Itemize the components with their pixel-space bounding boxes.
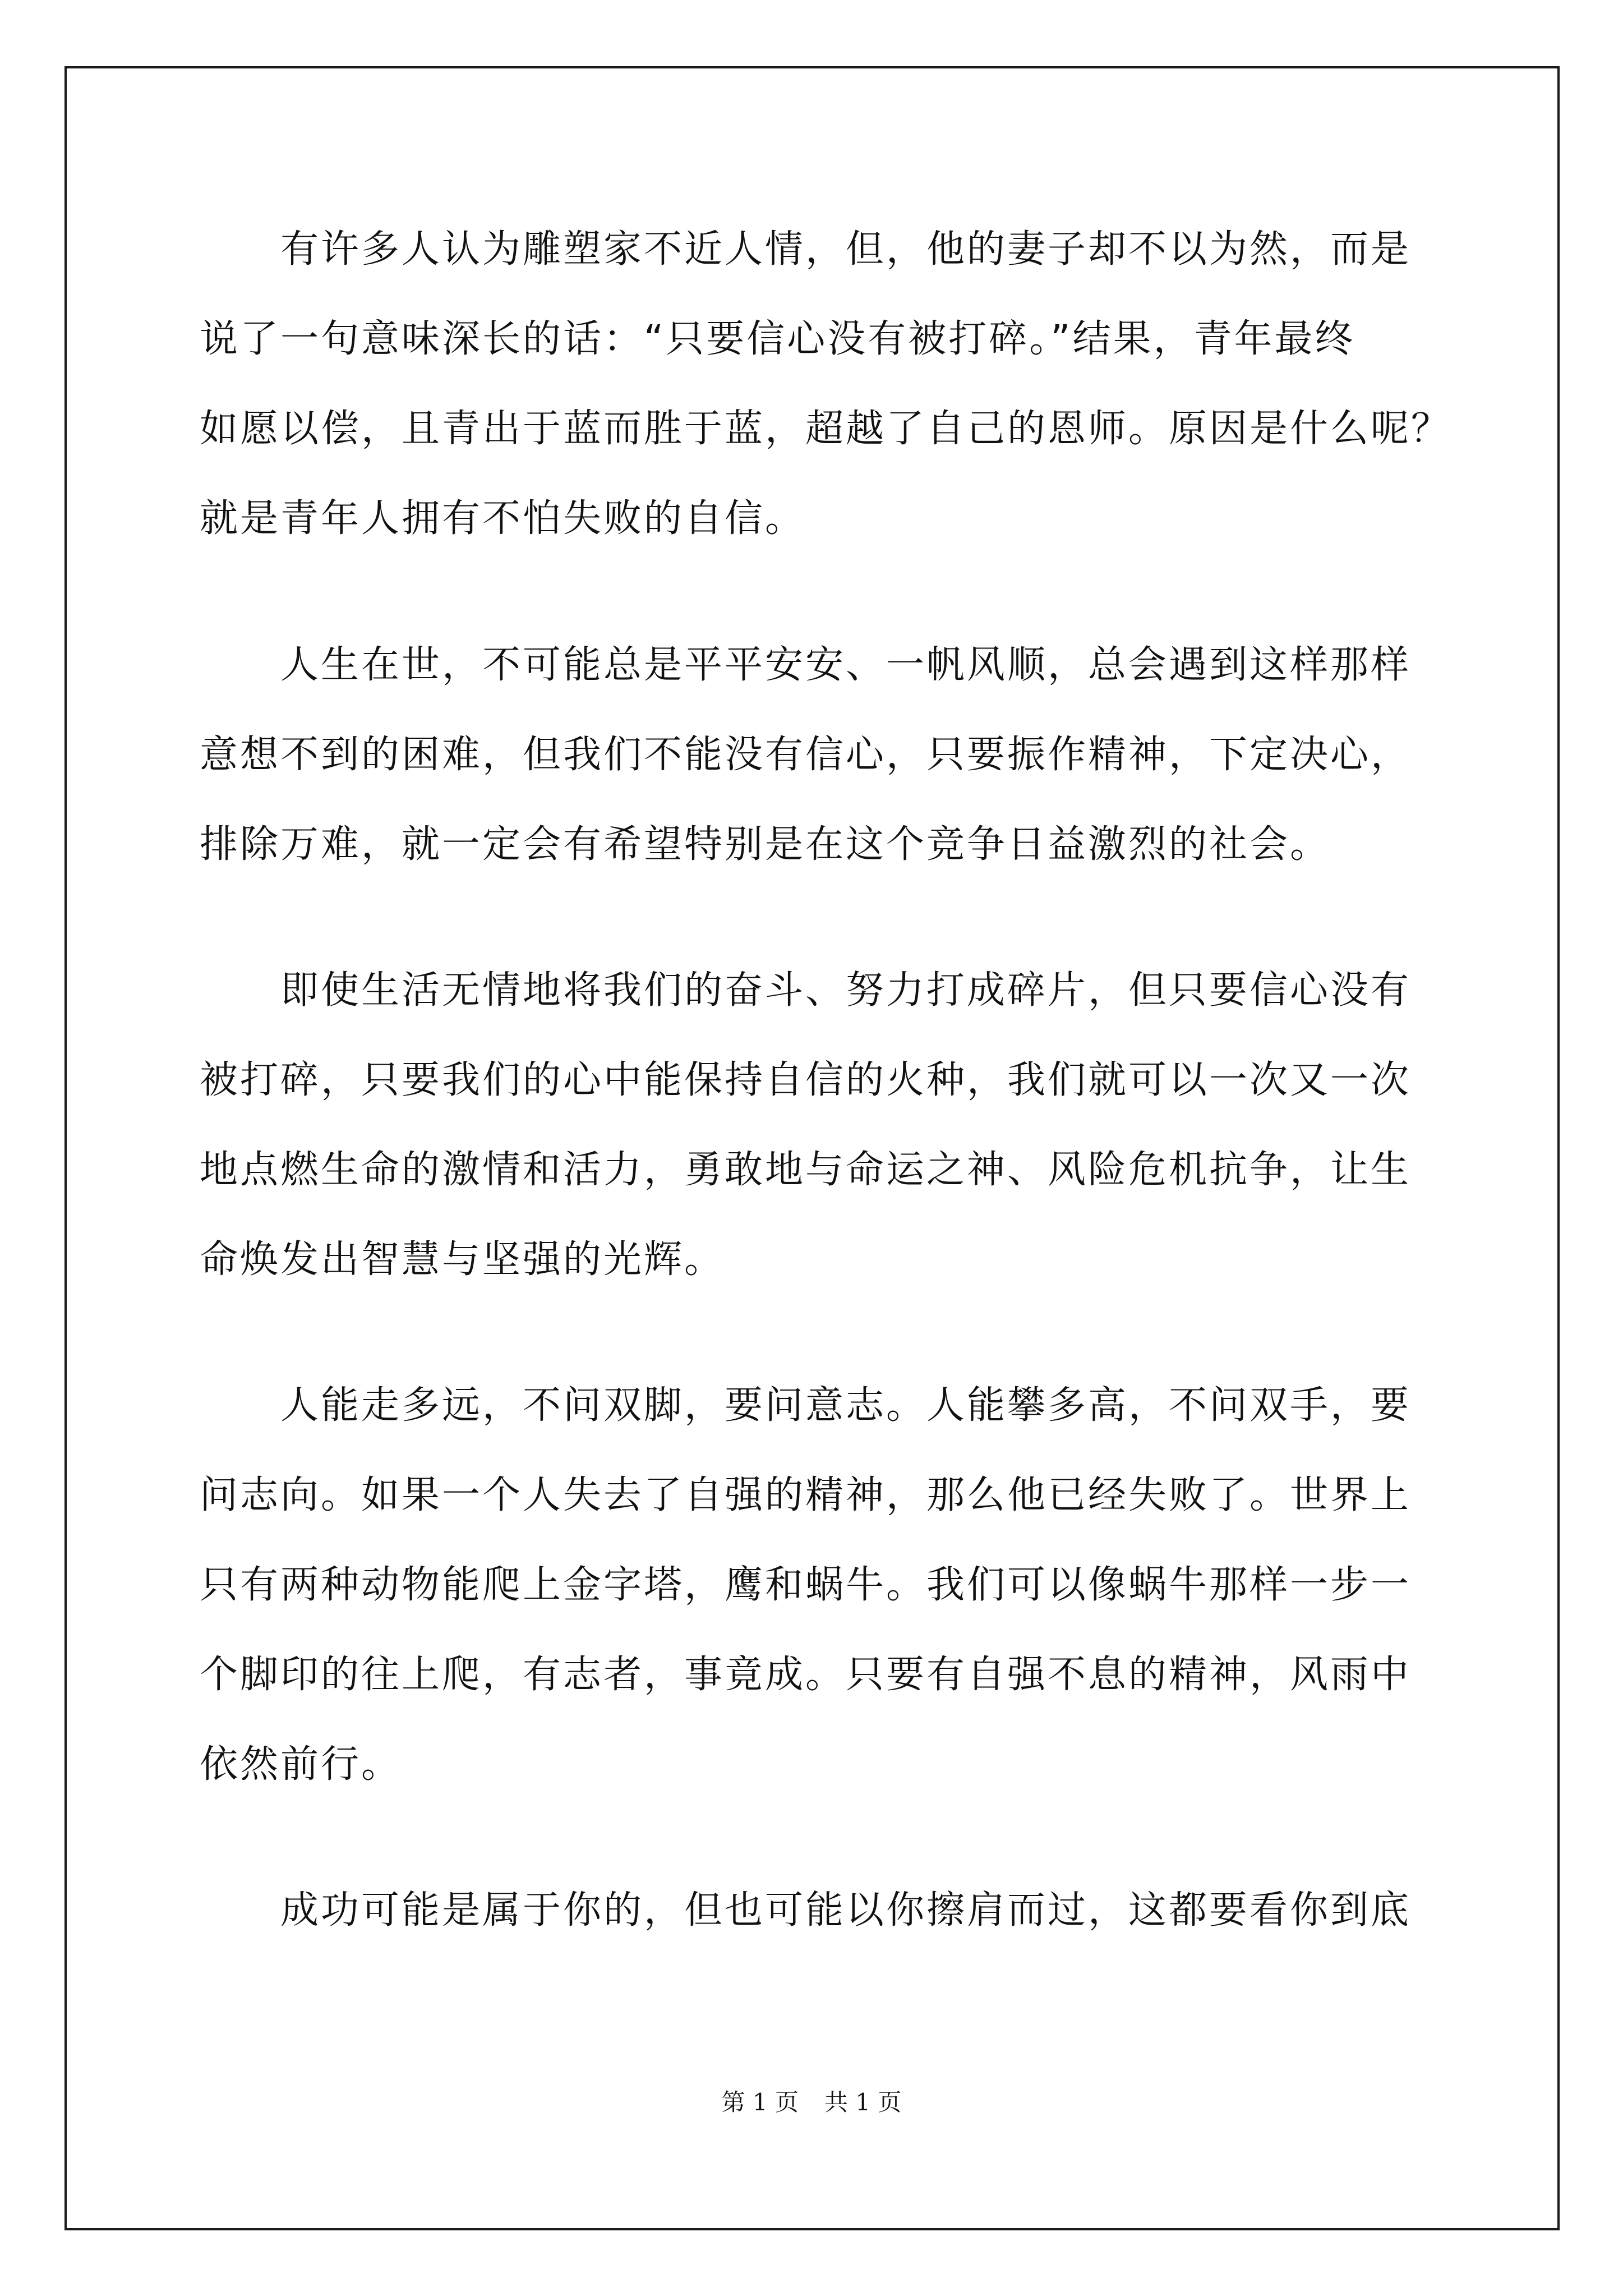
- text-line: 个脚印的往上爬，有志者，事竟成。只要有自强不息的精神，风雨中: [200, 1653, 1412, 1697]
- text-line: 就是青年人拥有不怕失败的自信。: [200, 496, 806, 541]
- text-line: 排除万难，就一定会有希望特别是在这个竞争日益激烈的社会。: [200, 822, 1331, 867]
- text-line: 如愿以偿，且青出于蓝而胜于蓝，超越了自己的恩师。原因是什么呢？: [200, 407, 1452, 451]
- page-footer: [0, 2086, 1623, 2119]
- page-total: 共 1 页: [824, 2088, 902, 2116]
- text-line: 成功可能是属于你的，但也可能以你擦肩而过，这都要看你到底: [200, 1888, 1412, 1932]
- text-line: 有许多人认为雕塑家不近人情，但，他的妻子却不以为然，而是: [200, 227, 1412, 272]
- text-line: 被打碎，只要我们的心中能保持自信的火种，我们就可以一次又一次: [200, 1058, 1412, 1102]
- text-line: 人生在世，不可能总是平平安安、一帆风顺，总会遇到这样那样: [200, 643, 1412, 687]
- text-line: 意想不到的困难，但我们不能没有信心，只要振作精神，下定决心，: [200, 733, 1412, 777]
- text-line: 依然前行。: [200, 1742, 402, 1787]
- text-line: 即使生活无情地将我们的奋斗、努力打成碎片，但只要信心没有: [200, 968, 1412, 1013]
- text-line: 问志向。如果一个人失去了自强的精神，那么他已经失败了。世界上: [200, 1473, 1412, 1517]
- text-line: 命焕发出智慧与坚强的光辉。: [200, 1237, 725, 1282]
- text-line: 只有两种动物能爬上金字塔，鹰和蜗牛。我们可以像蜗牛那样一步一: [200, 1563, 1412, 1607]
- page-number: 第 1 页: [721, 2088, 799, 2116]
- text-line: 人能走多远，不问双脚，要问意志。人能攀多高，不问双手，要: [200, 1383, 1412, 1428]
- text-line: 说了一句意味深长的话：“只要信心没有被打碎。”结果，青年最终: [200, 317, 1355, 361]
- text-line: 地点燃生命的激情和活力，勇敢地与命运之神、风险危机抗争，让生: [200, 1148, 1412, 1192]
